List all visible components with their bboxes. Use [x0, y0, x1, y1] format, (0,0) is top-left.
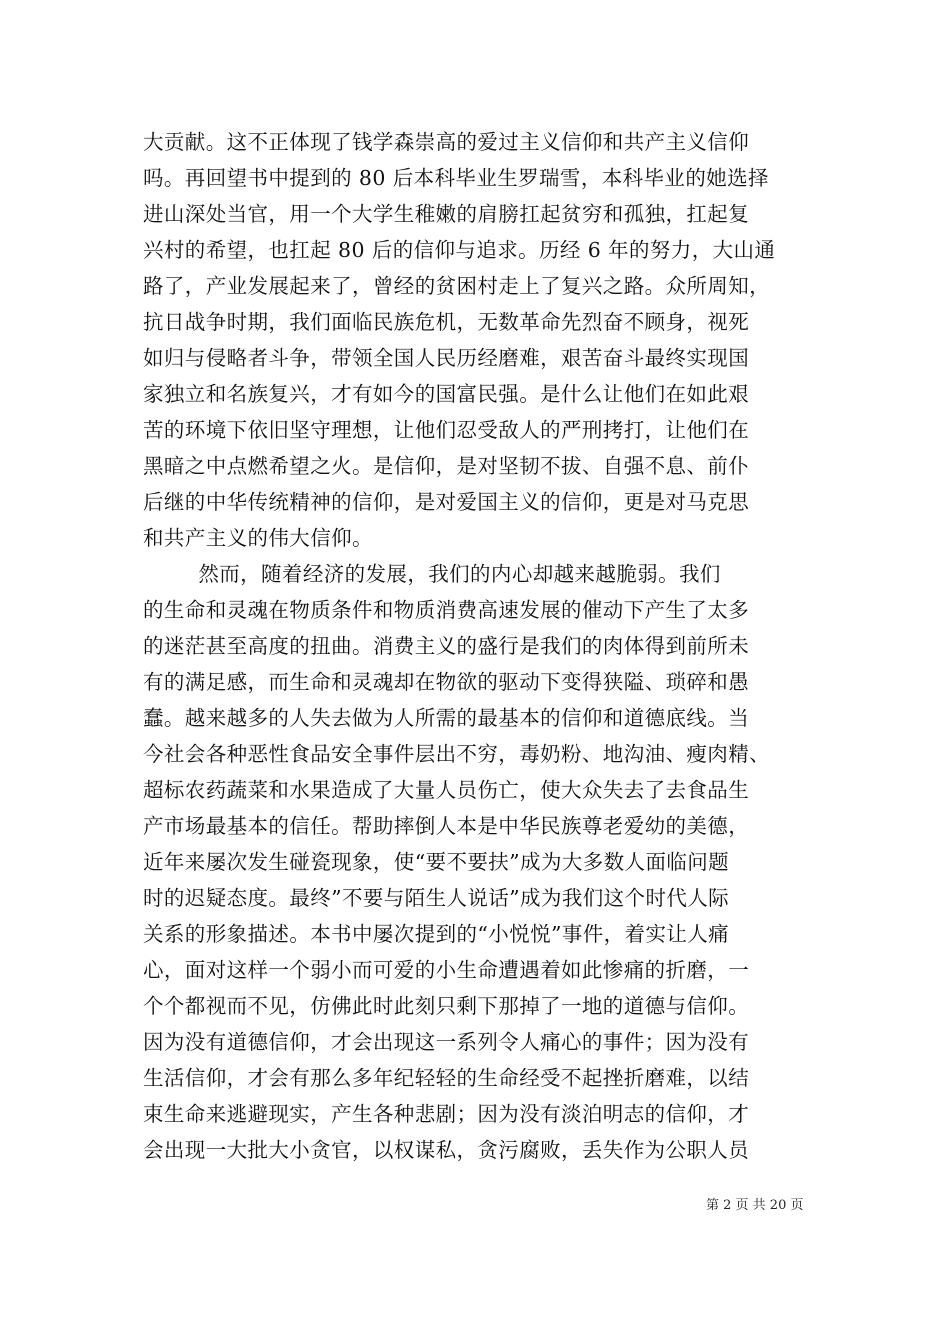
- body-text-line: 因为没有道德信仰，才会出现这一系列令人痛心的事件；因为没有: [143, 1030, 750, 1054]
- body-text-line: 黑暗之中点燃希望之火。是信仰，是对坚韧不拔、自强不息、前仆: [143, 454, 750, 478]
- body-text-line: 关系的形象描述。本书中屡次提到的“小悦悦”事件，着实让人痛: [143, 922, 730, 946]
- body-text-line: 近年来屡次发生碰瓷现象，使“要不要扶”成为大多数人面临问题: [143, 850, 730, 874]
- body-text-line: 的迷茫甚至高度的扭曲。消费主义的盛行是我们的肉体得到前所未: [143, 634, 750, 658]
- page-number: 第 2 页 共 20 页: [706, 1198, 804, 1213]
- body-text-line: 兴村的希望，也扛起 80 后的信仰与追求。历经 6 年的努力，大山通: [143, 238, 776, 262]
- body-text-line: 会出现一大批大小贪官，以权谋私，贪污腐败，丢失作为公职人员: [143, 1138, 750, 1162]
- paragraph-start-line: 然而，随着经济的发展，我们的内心却越来越脆弱。我们: [143, 562, 721, 586]
- body-text-line: 生活信仰，才会有那么多年纪轻轻的生命经受不起挫折磨难，以结: [143, 1066, 750, 1090]
- body-text-line: 个个都视而不见，仿佛此时此刻只剩下那掉了一地的道德与信仰。: [143, 994, 750, 1018]
- body-text-line: 路了，产业发展起来了，曾经的贫困村走上了复兴之路。众所周知，: [143, 274, 770, 298]
- body-text-line: 产市场最基本的信任。帮助摔倒人本是中华民族尊老爱幼的美德，: [143, 814, 750, 838]
- body-text-line: 大贡献。这不正体现了钱学森崇高的爱过主义信仰和共产主义信仰: [143, 130, 750, 154]
- body-text-line: 束生命来逃避现实，产生各种悲剧；因为没有淡泊明志的信仰，才: [143, 1102, 750, 1126]
- body-text-line: 和共产主义的伟大信仰。: [143, 526, 373, 550]
- body-text-line: 后继的中华传统精神的信仰，是对爱国主义的信仰，更是对马克思: [143, 490, 750, 514]
- body-text-line: 进山深处当官，用一个大学生稚嫩的肩膀扛起贫穷和孤独，扛起复: [143, 202, 750, 226]
- body-text-line: 苦的环境下依旧坚守理想，让他们忍受敌人的严刑拷打，让他们在: [143, 418, 750, 442]
- body-text-line: 抗日战争时期，我们面临民族危机，无数革命先烈奋不顾身，视死: [143, 310, 750, 334]
- body-text-line: 心，面对这样一个弱小而可爱的小生命遭遇着如此惨痛的折磨，一: [143, 958, 750, 982]
- body-text-line: 的生命和灵魂在物质条件和物质消费高速发展的催动下产生了太多: [143, 598, 750, 622]
- body-text-line: 蠢。越来越多的人失去做为人所需的最基本的信仰和道德底线。当: [143, 706, 750, 730]
- body-text-line: 有的满足感，而生命和灵魂却在物欲的驱动下变得狭隘、琐碎和愚: [143, 670, 750, 694]
- body-text-line: 家独立和名族复兴，才有如今的国富民强。是什么让他们在如此艰: [143, 382, 750, 406]
- body-text-line: 如归与侵略者斗争，带领全国人民历经磨难，艰苦奋斗最终实现国: [143, 346, 750, 370]
- body-text-line: 吗。再回望书中提到的 80 后本科毕业生罗瑞雪，本科毕业的她选择: [143, 166, 769, 190]
- body-text-line: 时的迟疑态度。最终”不要与陌生人说话”成为我们这个时代人际: [143, 886, 730, 910]
- body-text-line: 超标农药蔬菜和水果造成了大量人员伤亡，使大众失去了去食品生: [143, 778, 750, 802]
- body-text-line: 今社会各种恶性食品安全事件层出不穷，毒奶粉、地沟油、瘦肉精、: [143, 742, 770, 766]
